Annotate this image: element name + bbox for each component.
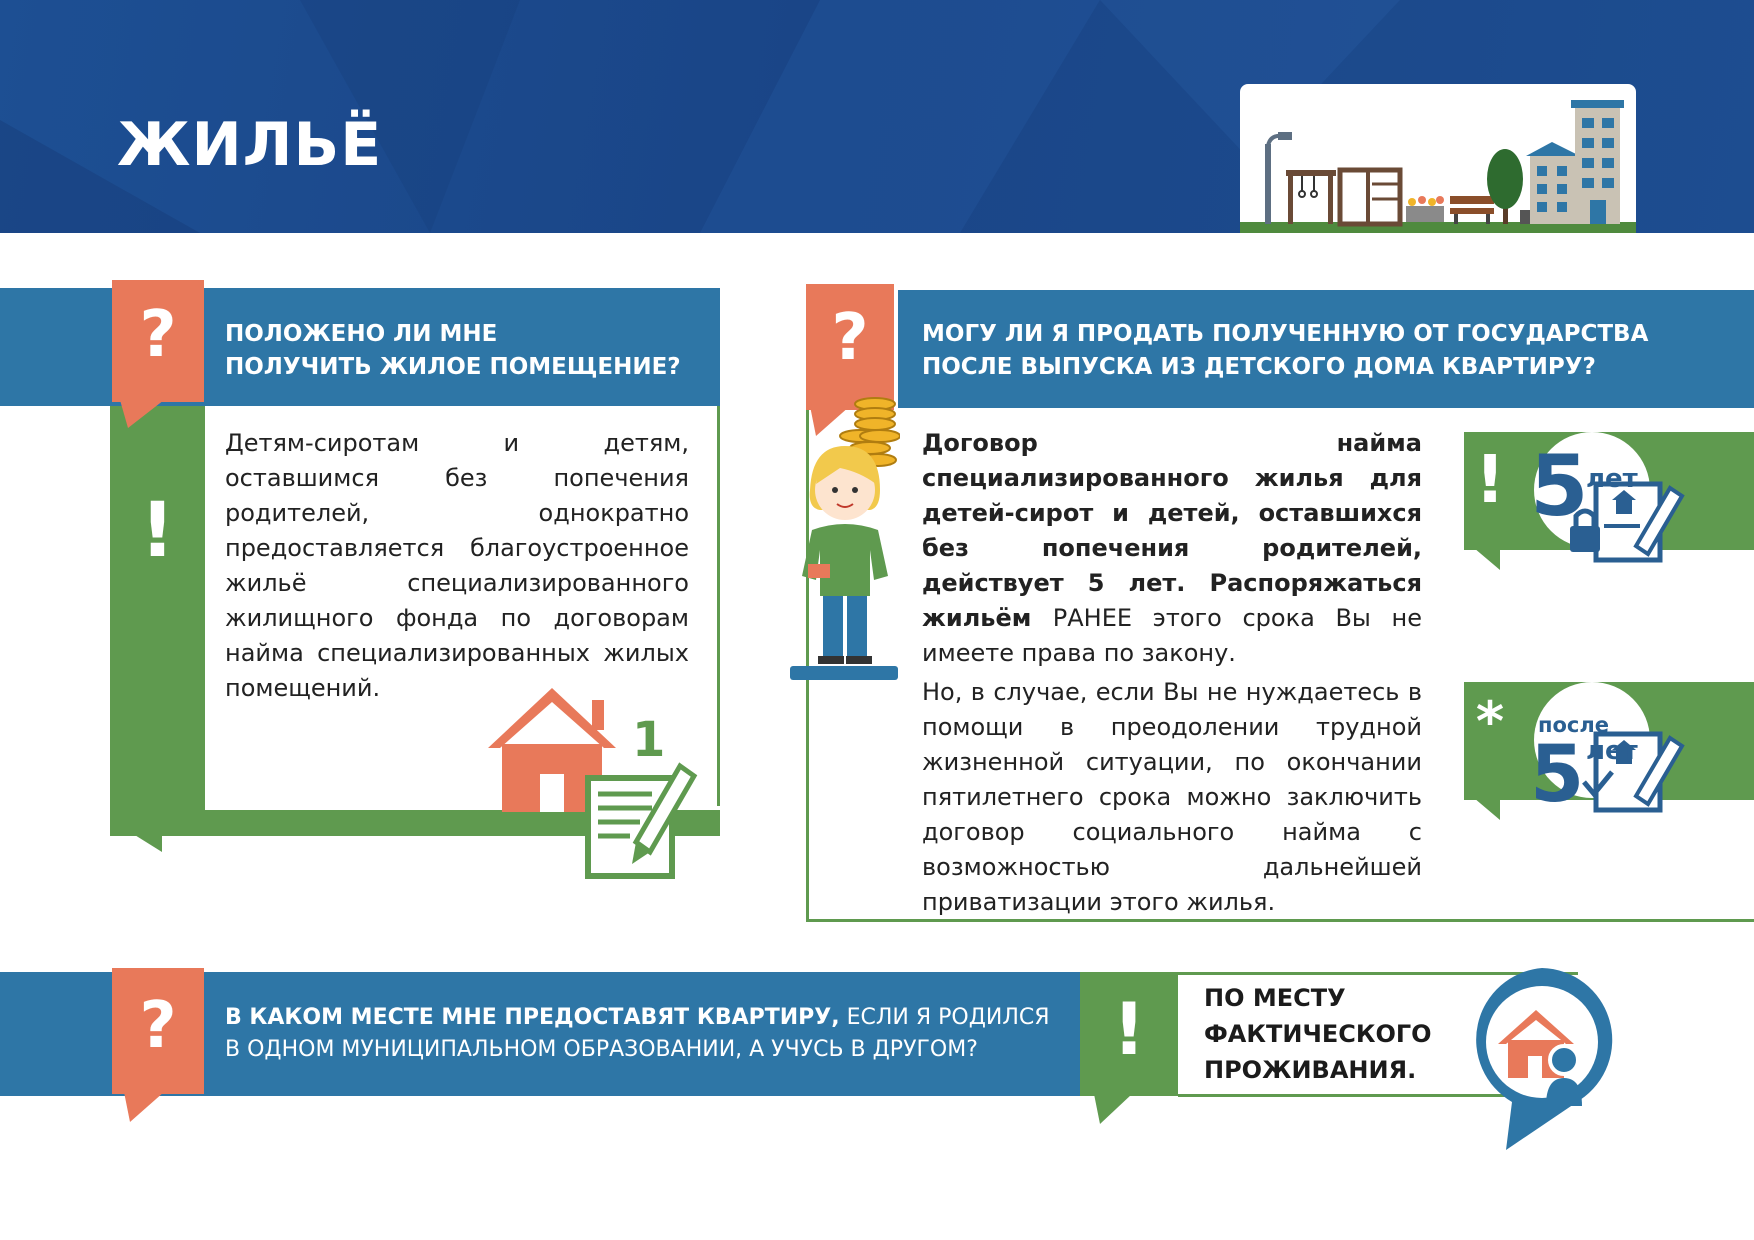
question-title-bold: В КАКОМ МЕСТЕ МНЕ ПРЕДОСТАВЯТ КВАРТИРУ, [225,1005,840,1030]
house-number: 1 [632,712,666,768]
location-pin-house-icon [1462,960,1622,1160]
person-with-coins-illustration [790,380,900,680]
question-title-line1: МОГУ ЛИ Я ПРОДАТЬ ПОЛУЧЕННУЮ ОТ ГОСУДАРСТВА [922,321,1649,347]
answer-paragraph-2: Но, в случае, если Вы не нуждаетесь в помощи в преодолении трудной жизненной ситуации, по окончании пятилетнего срока можно заключить договор социального найма с возможностью дальнейшей приватизации этого жилья. [922,678,1422,916]
answer-tab-pointer [1094,1094,1140,1128]
question-title-line1: ПОЛОЖЕНО ЛИ МНЕ [225,321,498,347]
badge-after-prefix: после [1538,713,1610,737]
answer-line3: ПРОЖИВАНИЯ. [1204,1056,1417,1084]
question-title-line2: ПОЛУЧИТЬ ЖИЛОЕ ПОМЕЩЕНИЕ? [225,354,681,380]
green-frame-left [110,406,205,836]
question-title [225,1002,1085,1066]
answer-paragraph-1-part1: Договор найма специализированного жилья для детей-сирот и детей, оставшихся без попечения родителей, действует 5 лет. Распоряжаться жильём [922,429,1422,632]
answer-line2: ФАКТИЧЕСКОГО [1204,1020,1432,1048]
section-selling [790,280,1754,930]
green-pointer [130,832,170,854]
asterisk-icon: * [1475,690,1505,753]
question-title [922,318,1722,384]
answer-line1: ПО МЕСТУ [1204,984,1346,1012]
badge-after-unit: лет [1586,736,1638,766]
house-document-icon [480,670,705,880]
badge-5-years-unit: лет [1586,464,1638,494]
header-banner [0,0,1754,233]
question-tab-pointer [124,1092,170,1126]
answer-paragraph-1 [922,426,1422,671]
answer-text: Детям-сиротам и детям, оставшимся без попечения родителей, однократно предоставляется благоустроенное жильё специализированного жилищного фонда по договорам найма специализированных жилых помещений. [225,429,689,702]
question-mark-icon: ? [139,989,177,1063]
playground-scene-illustration [1240,84,1636,233]
badge-after-number: 5 [1530,730,1585,820]
exclamation-mark-icon: ! [1474,441,1506,518]
exclamation-mark-icon: ! [1112,987,1146,1071]
question-title [225,318,705,384]
answer-text [1204,980,1464,1088]
section-eligibility [0,280,730,900]
section-location [0,968,1754,1158]
question-title-line2: ПОСЛЕ ВЫПУСКА ИЗ ДЕТСКОГО ДОМА КВАРТИРУ? [922,354,1596,380]
badge-pointer [1474,548,1514,572]
answer-paragraph-1-part2: РАНЕЕ этого срока Вы не имеете права по закону. [922,604,1422,667]
question-title-rest: ЕСЛИ Я РОДИЛСЯ [839,1005,1050,1030]
badge-pointer [1474,798,1514,822]
question-tab-pointer [120,400,170,430]
question-mark-icon: ? [139,298,177,372]
exclamation-mark-icon: ! [140,485,175,574]
question-mark-icon: ? [831,301,869,375]
page-title: ЖИЛЬЁ [117,110,383,180]
question-title-line2: В ОДНОМ МУНИЦИПАЛЬНОМ ОБРАЗОВАНИИ, А УЧУСЬ В ДРУГОМ? [225,1037,978,1062]
question-title-line1 [225,1002,1085,1034]
badge-5-years-number: 5 [1530,437,1589,535]
